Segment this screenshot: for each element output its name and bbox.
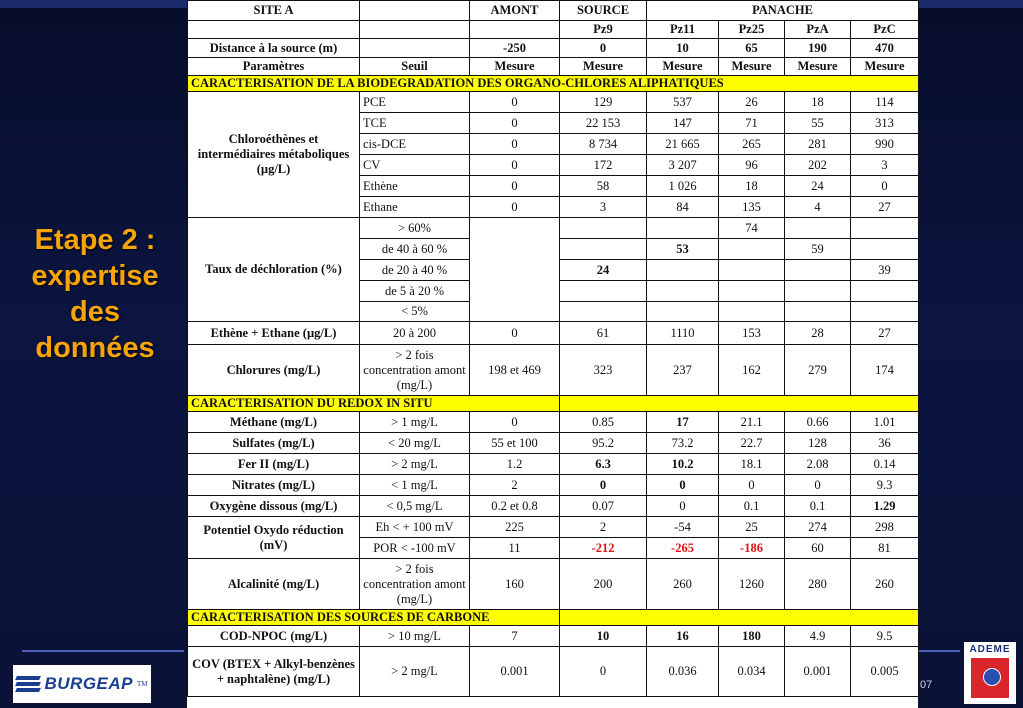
table-cell: 225	[470, 517, 560, 538]
table-cell: -212	[560, 538, 647, 559]
table-cell: 7	[470, 626, 560, 647]
empty-cell	[785, 302, 851, 322]
compound-name: Ethane	[360, 197, 470, 218]
table-cell: 0	[470, 322, 560, 345]
section-fill	[560, 610, 919, 626]
empty-cell	[560, 302, 647, 322]
seuil-cell: > 2 fois concentration amont (mg/L)	[360, 559, 470, 610]
table-row	[188, 412, 919, 433]
empty-cell	[647, 218, 719, 239]
title-line: expertise	[31, 260, 159, 292]
table-cell: 0	[470, 155, 560, 176]
data-table-panel	[187, 0, 918, 708]
page-number: 07	[920, 679, 933, 691]
mesure-label: Mesure	[560, 58, 647, 76]
seuil-label: Seuil	[360, 58, 470, 76]
table-cell: 55	[785, 113, 851, 134]
table-row	[188, 454, 919, 475]
table-cell: 114	[851, 92, 919, 113]
table-cell: 0	[470, 113, 560, 134]
empty-cell	[719, 260, 785, 281]
table-cell: 1.29	[851, 496, 919, 517]
table-cell: 537	[647, 92, 719, 113]
mesure-label: Mesure	[851, 58, 919, 76]
table-cell: 55 et 100	[470, 433, 560, 454]
table-cell: 2	[560, 517, 647, 538]
table-cell: 4.9	[785, 626, 851, 647]
table-cell: 18	[785, 92, 851, 113]
dechlor-label: Taux de déchloration (%)	[188, 218, 360, 322]
table-row	[188, 92, 919, 113]
table-cell: 0	[647, 475, 719, 496]
table-cell: 96	[719, 155, 785, 176]
footer-rule	[918, 650, 960, 652]
table-cell: -265	[647, 538, 719, 559]
globe-icon	[983, 668, 1001, 686]
empty-cell	[719, 302, 785, 322]
trademark: TM	[137, 680, 148, 688]
seuil-cell: POR < -100 mV	[360, 538, 470, 559]
empty-cell	[785, 218, 851, 239]
row-label: Fer II (mg/L)	[188, 454, 360, 475]
table-cell: 274	[785, 517, 851, 538]
empty-cell	[647, 281, 719, 302]
empty-cell	[851, 239, 919, 260]
well-pz25: Pz25	[719, 21, 785, 39]
burgeap-logo-text: BURGEAP	[44, 674, 133, 693]
table-cell: 16	[647, 626, 719, 647]
table-cell: 4	[785, 197, 851, 218]
well-pz9: Pz9	[560, 21, 647, 39]
table-row	[188, 559, 919, 610]
table-cell: 313	[851, 113, 919, 134]
table-cell: 198 et 469	[470, 345, 560, 396]
table-cell: 0.14	[851, 454, 919, 475]
table-cell: 153	[719, 322, 785, 345]
table-cell: 0	[785, 475, 851, 496]
row-label: Chlorures (mg/L)	[188, 345, 360, 396]
table-cell: 174	[851, 345, 919, 396]
distance-row	[188, 39, 919, 58]
empty-cell	[560, 239, 647, 260]
empty-cell	[851, 281, 919, 302]
table-cell: 73.2	[647, 433, 719, 454]
table-cell: 1 026	[647, 176, 719, 197]
empty-cell	[188, 21, 360, 39]
seuil-cell: < 5%	[360, 302, 470, 322]
seuil-cell: > 2 mg/L	[360, 454, 470, 475]
header-row	[188, 21, 919, 39]
table-cell: 10	[647, 39, 719, 58]
table-cell: 1110	[647, 322, 719, 345]
compound-name: Ethène	[360, 176, 470, 197]
table-cell: 58	[560, 176, 647, 197]
ademe-logo-text: ADEME	[969, 644, 1011, 655]
table-cell: 200	[560, 559, 647, 610]
table-cell: 3 207	[647, 155, 719, 176]
table-cell: 0	[470, 92, 560, 113]
seuil-cell: Eh < + 100 mV	[360, 517, 470, 538]
table-cell: 71	[719, 113, 785, 134]
mesure-label: Mesure	[719, 58, 785, 76]
table-cell: 1.01	[851, 412, 919, 433]
mesure-label: Mesure	[470, 58, 560, 76]
table-cell: 172	[560, 155, 647, 176]
header-amont: AMONT	[470, 1, 560, 21]
seuil-cell: de 5 à 20 %	[360, 281, 470, 302]
section-header	[188, 610, 919, 626]
ademe-square-icon	[971, 658, 1009, 698]
table-cell: 0.005	[851, 647, 919, 697]
mesure-label: Mesure	[647, 58, 719, 76]
seuil-cell: > 2 fois concentration amont (mg/L)	[360, 345, 470, 396]
burgeap-logo	[13, 665, 151, 703]
header-empty	[360, 1, 470, 21]
section-header	[188, 396, 919, 412]
table-cell: 0.66	[785, 412, 851, 433]
table-cell: 26	[719, 92, 785, 113]
table-cell: 260	[647, 559, 719, 610]
header-panache: PANACHE	[647, 1, 919, 21]
empty-cell	[360, 39, 470, 58]
table-cell: 53	[647, 239, 719, 260]
seuil-cell: > 2 mg/L	[360, 647, 470, 697]
table-cell: 28	[785, 322, 851, 345]
table-cell: 9.3	[851, 475, 919, 496]
table-cell: 2.08	[785, 454, 851, 475]
table-cell: 265	[719, 134, 785, 155]
table-cell: 65	[719, 39, 785, 58]
table-cell: 0	[647, 496, 719, 517]
table-cell: 0.1	[719, 496, 785, 517]
table-row	[188, 218, 919, 239]
ademe-logo	[964, 642, 1016, 704]
footer-rule	[22, 650, 184, 652]
row-label: Potentiel Oxydo réduction (mV)	[188, 517, 360, 559]
row-label: COV (BTEX + Alkyl-benzènes + naphtalène) (mg/L)	[188, 647, 360, 697]
table-cell: 21.1	[719, 412, 785, 433]
table-row	[188, 475, 919, 496]
table-cell: 60	[785, 538, 851, 559]
table-cell: 128	[785, 433, 851, 454]
row-label: Sulfates (mg/L)	[188, 433, 360, 454]
table-cell: 470	[851, 39, 919, 58]
header-site: SITE A	[188, 1, 360, 21]
empty-cell	[785, 281, 851, 302]
empty-cell	[470, 218, 560, 322]
table-cell: -250	[470, 39, 560, 58]
seuil-cell: < 1 mg/L	[360, 475, 470, 496]
empty-cell	[719, 239, 785, 260]
table-cell: 129	[560, 92, 647, 113]
table-row	[188, 647, 919, 697]
table-cell: 281	[785, 134, 851, 155]
compound-name: CV	[360, 155, 470, 176]
table-cell: 1260	[719, 559, 785, 610]
table-cell: 190	[785, 39, 851, 58]
seuil-cell: < 20 mg/L	[360, 433, 470, 454]
empty-cell	[360, 21, 470, 39]
table-cell: 0	[560, 39, 647, 58]
section-carbone: CARACTERISATION DES SOURCES DE CARBONE	[188, 610, 560, 626]
table-cell: 298	[851, 517, 919, 538]
table-cell: 0.85	[560, 412, 647, 433]
table-cell: 17	[647, 412, 719, 433]
table-cell: 990	[851, 134, 919, 155]
empty-cell	[851, 302, 919, 322]
table-cell: 36	[851, 433, 919, 454]
table-cell: 10	[560, 626, 647, 647]
table-cell: 280	[785, 559, 851, 610]
well-pz11: Pz11	[647, 21, 719, 39]
table-cell: 0	[560, 647, 647, 697]
table-cell: 59	[785, 239, 851, 260]
table-cell: 0	[470, 412, 560, 433]
table-row	[188, 322, 919, 345]
table-cell: 160	[470, 559, 560, 610]
table-cell: 162	[719, 345, 785, 396]
title-line: Etape 2 :	[34, 224, 156, 256]
section-header	[188, 76, 919, 92]
compound-name: cis-DCE	[360, 134, 470, 155]
table-row	[188, 626, 919, 647]
seuil-cell: > 60%	[360, 218, 470, 239]
table-cell: 237	[647, 345, 719, 396]
empty-cell	[647, 260, 719, 281]
table-cell: 180	[719, 626, 785, 647]
table-cell: 84	[647, 197, 719, 218]
table-cell: 1.2	[470, 454, 560, 475]
header-row	[188, 1, 919, 21]
row-label: Alcalinité (mg/L)	[188, 559, 360, 610]
seuil-cell: 20 à 200	[360, 322, 470, 345]
table-cell: 95.2	[560, 433, 647, 454]
burgeap-mark-icon	[16, 674, 40, 694]
seuil-cell: < 0,5 mg/L	[360, 496, 470, 517]
table-cell: 21 665	[647, 134, 719, 155]
table-cell: 25	[719, 517, 785, 538]
table-cell: 6.3	[560, 454, 647, 475]
table-cell: 202	[785, 155, 851, 176]
header-source: SOURCE	[560, 1, 647, 21]
table-cell: 0.034	[719, 647, 785, 697]
empty-cell	[560, 281, 647, 302]
section-fill	[560, 396, 919, 412]
seuil-cell: > 10 mg/L	[360, 626, 470, 647]
table-cell: 323	[560, 345, 647, 396]
section-biodegradation: CARACTERISATION DE LA BIODEGRADATION DES ORGANO-CHLORES ALIPHATIQUES	[188, 76, 919, 92]
table-cell: 0.2 et 0.8	[470, 496, 560, 517]
table-row	[188, 433, 919, 454]
table-cell: 18.1	[719, 454, 785, 475]
chloro-label: Chloroéthènes et intermédiaires métaboliques (µg/L)	[188, 92, 360, 218]
distance-label: Distance à la source (m)	[188, 39, 360, 58]
table-cell: 18	[719, 176, 785, 197]
title-line: données	[35, 332, 155, 364]
title-line: des	[70, 296, 120, 328]
table-cell: 0	[470, 197, 560, 218]
row-label: Nitrates (mg/L)	[188, 475, 360, 496]
table-cell: 9.5	[851, 626, 919, 647]
table-cell: 11	[470, 538, 560, 559]
compound-name: PCE	[360, 92, 470, 113]
table-cell: 74	[719, 218, 785, 239]
slide-title	[16, 222, 174, 366]
table-cell: 2	[470, 475, 560, 496]
table-cell: 10.2	[647, 454, 719, 475]
table-cell: 39	[851, 260, 919, 281]
table-cell: 0.1	[785, 496, 851, 517]
table-row	[188, 517, 919, 538]
table-cell: 260	[851, 559, 919, 610]
well-pzc: PzC	[851, 21, 919, 39]
table-cell: 22.7	[719, 433, 785, 454]
table-cell: 0.001	[470, 647, 560, 697]
table-cell: 24	[785, 176, 851, 197]
table-cell: -54	[647, 517, 719, 538]
empty-cell	[470, 21, 560, 39]
table-row	[188, 496, 919, 517]
table-row	[188, 345, 919, 396]
section-redox: CARACTERISATION DU REDOX IN SITU	[188, 396, 560, 412]
table-cell: 135	[719, 197, 785, 218]
row-label: Ethène + Ethane (µg/L)	[188, 322, 360, 345]
table-cell: 22 153	[560, 113, 647, 134]
compound-name: TCE	[360, 113, 470, 134]
empty-cell	[647, 302, 719, 322]
mesure-label: Mesure	[785, 58, 851, 76]
empty-cell	[560, 218, 647, 239]
table-cell: 0	[719, 475, 785, 496]
table-cell: 81	[851, 538, 919, 559]
table-cell: 0.036	[647, 647, 719, 697]
table-cell: 0	[470, 134, 560, 155]
table-cell: 0.001	[785, 647, 851, 697]
params-label: Paramètres	[188, 58, 360, 76]
empty-cell	[719, 281, 785, 302]
table-cell: 8 734	[560, 134, 647, 155]
empty-cell	[785, 260, 851, 281]
table-cell: 61	[560, 322, 647, 345]
table-cell: 0.07	[560, 496, 647, 517]
table-cell: 0	[470, 176, 560, 197]
params-row	[188, 58, 919, 76]
seuil-cell: de 40 à 60 %	[360, 239, 470, 260]
seuil-cell: > 1 mg/L	[360, 412, 470, 433]
seuil-cell: de 20 à 40 %	[360, 260, 470, 281]
row-label: Oxygène dissous (mg/L)	[188, 496, 360, 517]
data-table	[187, 0, 919, 697]
table-cell: 147	[647, 113, 719, 134]
empty-cell	[851, 218, 919, 239]
table-cell: 3	[560, 197, 647, 218]
table-cell: 27	[851, 322, 919, 345]
row-label: Méthane (mg/L)	[188, 412, 360, 433]
row-label: COD-NPOC (mg/L)	[188, 626, 360, 647]
table-cell: 0	[851, 176, 919, 197]
table-cell: 279	[785, 345, 851, 396]
table-cell: 3	[851, 155, 919, 176]
table-cell: 24	[560, 260, 647, 281]
well-pza: PzA	[785, 21, 851, 39]
table-cell: 0	[560, 475, 647, 496]
table-cell: 27	[851, 197, 919, 218]
table-cell: -186	[719, 538, 785, 559]
